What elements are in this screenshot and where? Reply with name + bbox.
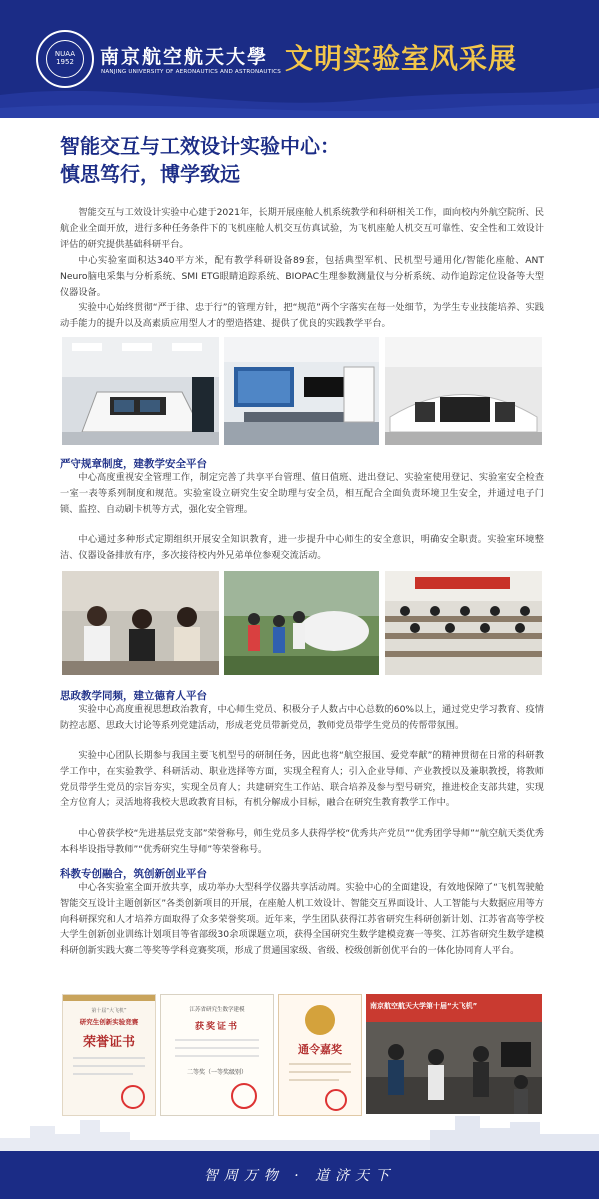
certificate-award-title: 获奖证书 [194,1022,239,1032]
event-photo-competition-hall [366,994,542,1114]
page-title [60,132,340,188]
lab-photo-cockpit-simulator [62,337,219,445]
banner-title: 文明实验室风采展 [285,42,518,75]
university-name: 南京航空航天大學 [100,46,269,68]
commendation-title: 通令嘉奖 [298,1043,342,1056]
intro-paragraph-1: 智能交互与工效设计实验中心建于2021年，长期开展座舱人机系统教学和科研相关工作，面向校内外航空院所、民航企业全面开放，进行多种任务条件下的飞机座舱人机交互仿真试验，为飞机座舱人机交互可靠性、安全性和工效设计评估的研究提供基础科研平台。 [60,207,544,250]
section-innovation-paragraph-1: 中心各实验室全面开放共享，成功举办大型科学仪器共享活动周。实验中心的全面建设，有效地保障了“飞机驾驶舱智能交互设计主题创新区”各类创新项目的开展，在座舱人机工效设计、智能交互界面设计、人工智能与大数据应用等方向科研探究和人才培养方面取得了众多荣誉奖项。近年来，学生团队获得江苏省研究生科研创新计划、江苏省高等学校大学生创新创业训练计划项目等省部级30余项课题立项，获得全国研究生数学建模竞赛一等奖、江苏省研究生数学建模科研创新实践大赛二等奖等学科竞赛奖项，形成了贯通国家级、省级、校级创新创优平台的一体化协同育人平台。 [60,882,544,957]
activity-photo-fire-drill [224,571,379,675]
activity-photo-students-lab [62,571,219,675]
intro-paragraph-3: 实验中心始终贯彻“严于律、忠于行”的管理方针，把“规范”两个字落实在每一处细节，为学生专业技能培养、实践动手能力的提升以及高素质应用型人才的塑造搭建、提供了优良的实践教学平台。 [60,302,544,329]
certificate-image-math-modeling [160,994,274,1116]
section-safety-paragraph-2: 中心通过多种形式定期组织开展安全知识教育，进一步提升中心师生的安全意识，明确安全职责。实验室环境整洁、仪器设备排放有序，多次接待校内外兄弟单位参观交流活动。 [60,534,544,561]
certificate-image-commendation [278,994,362,1116]
page-title-line1: 智能交互与工效设计实验中心： [60,134,340,158]
lab-photo-control-room [224,337,379,445]
intro-paragraph-2: 中心实验室面积达340平方米，配有教学科研设备89套，包括典型军机、民机型号通用化/智能化座舱、ANT Neuro脑电采集与分析系统、SMI ETG眼睛追踪系统、BIOPAC生理参数测量仪与分析系统、动作追踪定位设备等大型仪器设备。 [60,255,544,298]
section-ideology-paragraph-3: 中心曾获学校“先进基层党支部”荣誉称号，师生党员多人获得学校“优秀共产党员”“优秀团学导师”“航空航天类优秀本科毕设指导教师”“优秀研究生导师”等荣誉称号。 [60,828,544,855]
section-ideology-paragraph-2: 实验中心团队长期参与我国主要飞机型号的研制任务，因此也将“航空报国、爱党奉献”的精神贯彻在日常的科研教学工作中，在实验教学、科研活动、职业选择等方面，实现全程育人；引入企业导师、产业教授以及兼职教授，将教师党员带学生党员的宗旨夯实，实现全员育人；共建研究生工作站、联合培养及参与型号研究，推进校企支部共建，实现全方位育人；灵活地将我校大思政教育目标，有机分解成小目标，融合在研究生教育教学工作中。 [60,750,544,809]
certificate-organizer: 江苏省研究生数学建模 [189,1007,245,1013]
footer-motto-bar [0,1151,599,1199]
seal-text: NUAA 1952 [46,40,84,78]
certificate-image-honor [62,994,156,1116]
page-title-line2: 慎思笃行，博学致远 [60,162,240,186]
certificate-small-title: 第十届“大飞机” [91,1008,127,1014]
section-title-innovation: 科教专创融合，筑创新创业平台 [60,868,207,880]
certificate-honor-title: 荣誉证书 [82,1035,135,1050]
lab-photo-projection-dome [385,337,542,445]
medal-icon [305,1005,335,1035]
section-title-ideology: 思政教学同频，建立德育人平台 [60,690,207,702]
footer-motto: 智周万物 · 道济天下 [203,1168,396,1184]
section-ideology-paragraph-1: 实验中心高度重视思想政治教育，中心师生党员、积极分子人数占中心总数的60%以上，通过党史学习教育、疫情防控志愿、思政大讨论等系列党建活动，形成老党员带新党员，教师党员带学生党员的传帮带氛围。 [60,704,544,731]
certificate-competition-name: 研究生创新实验竞赛 [79,1018,139,1026]
certificate-border-decoration [63,995,155,1001]
section-title-safety: 严守规章制度，建教学安全平台 [60,458,207,470]
university-english-name: NANJING UNIVERSITY OF AERONAUTICS AND ASTRONAUTICS [101,69,282,75]
header-banner [0,0,599,118]
activity-photo-lecture-hall [385,571,542,675]
university-seal-logo [36,30,94,88]
event-banner-text: 南京航空航天大学第十届“大飞机” [370,1002,478,1010]
section-safety-paragraph-1: 中心高度重视安全管理工作，制定完善了共享平台管理、值日值班、进出登记、实验室使用登记、实验室安全检查一室一表等系列制度和规范。实验室设立研究生安全助理与安全员，相互配合全面负责环境卫生安全，并通过电子门锁、监控、自动刷卡机等方式，强化安全管理。 [60,472,544,515]
campus-skyline-decoration [0,1100,599,1152]
certificate-award-rank: 二等奖（一等奖级别） [186,1069,247,1076]
